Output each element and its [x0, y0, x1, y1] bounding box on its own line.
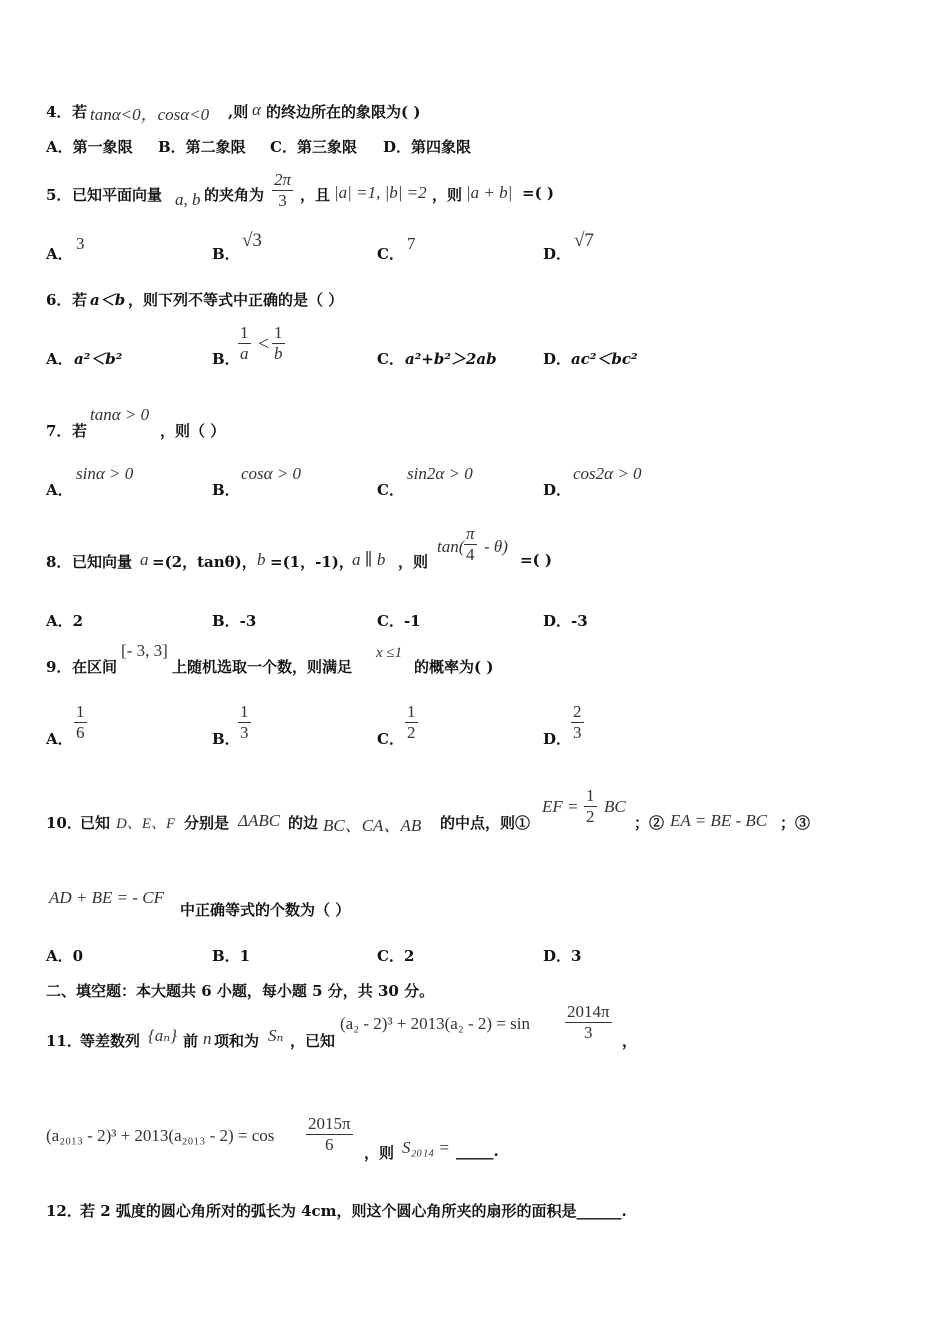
- q7-label-c[interactable]: C．: [377, 481, 404, 499]
- q8-text-b: =(1，-1)，: [270, 553, 354, 571]
- q11-text-pre: 等差数列: [80, 1032, 141, 1050]
- q9-fraction-a: [74, 702, 87, 743]
- q6-number: 6．: [46, 291, 72, 309]
- q9-fraction-d: [571, 702, 584, 743]
- q4-text-post: 的终边所在的象限为( ): [266, 103, 421, 121]
- q9-label-d[interactable]: D．: [543, 730, 572, 748]
- q8-tan-post: - θ): [484, 537, 508, 556]
- q11-sum: Sₙ: [268, 1026, 284, 1045]
- q9-text-pre: 在区间: [72, 658, 118, 676]
- q9-number: 9．: [46, 658, 72, 676]
- q7-value-b: cosα > 0: [241, 464, 302, 483]
- q7-condition: tanα > 0: [90, 405, 150, 424]
- q6-condition: a＜b: [90, 291, 126, 309]
- q4-option-c[interactable]: C．第三象限: [270, 138, 357, 156]
- q11-eq1-fraction: [565, 1002, 612, 1043]
- q5-vectors: a, b: [175, 190, 201, 209]
- q8-option-c[interactable]: C．-1: [377, 612, 421, 630]
- q4-number: 4．: [46, 103, 72, 121]
- q9-interval: [- 3, 3]: [121, 641, 168, 660]
- q4-option-a[interactable]: A．第一象限: [46, 138, 133, 156]
- q5-value-c: 7: [407, 234, 416, 253]
- q8-text-pre: 已知向量: [72, 553, 133, 571]
- q5-condition: |a| =1, |b| =2: [334, 183, 427, 202]
- q4-option-b[interactable]: B．第二象限: [158, 138, 246, 156]
- q8-vector-b: b: [257, 550, 266, 569]
- q10-number: 10．: [46, 814, 82, 832]
- q9-fraction-c: [405, 702, 418, 743]
- q6-expr-c: a²+b²＞2ab: [405, 350, 497, 368]
- q10-option-b[interactable]: B．1: [212, 947, 251, 965]
- q11-text-mid3: ，已知: [290, 1032, 336, 1050]
- q11-blank[interactable]: _____.: [456, 1142, 499, 1160]
- q5-text-pre: 已知平面向量: [72, 186, 163, 204]
- q11-sequence: {aₙ}: [148, 1026, 177, 1045]
- q8-tan-den: 4: [466, 545, 475, 564]
- q9-num-d: 2: [573, 702, 582, 721]
- q12-number: 12．: [46, 1202, 82, 1220]
- q4-var: α: [252, 100, 261, 119]
- q5-text-mid3: ，则: [432, 186, 463, 204]
- q10-points: D、E、F: [116, 816, 176, 832]
- q5-value-b: √3: [242, 230, 262, 251]
- q9-text-post: 的概率为( ): [414, 658, 494, 676]
- q6-b-rhs-den: b: [274, 344, 283, 363]
- q10-option-a[interactable]: A．0: [46, 947, 84, 965]
- q6-text-post: ，则下列不等式中正确的是（ ）: [128, 291, 344, 309]
- q6-b-lhs-num: 1: [240, 323, 249, 342]
- q6-label-d[interactable]: D．: [543, 350, 572, 368]
- q9-label-a[interactable]: A．: [46, 730, 73, 748]
- q9-fraction-b: [238, 702, 251, 743]
- q10-text-pre: 已知: [80, 814, 111, 832]
- q11-comma: ，: [622, 1032, 638, 1050]
- q8-tan-num: π: [466, 524, 475, 543]
- q9-num-c: 1: [407, 702, 416, 721]
- q10-s1-rhs: BC: [604, 797, 626, 816]
- q9-num-a: 1: [76, 702, 85, 721]
- q6-label-b[interactable]: B．: [212, 350, 240, 368]
- q6-label-a[interactable]: A．: [46, 350, 73, 368]
- q11-eq2-fraction: [306, 1114, 353, 1155]
- q10-s1-num: 1: [586, 786, 595, 805]
- q9-text-mid: 上随机选取一个数，则满足: [172, 658, 353, 676]
- q7-number: 7．: [46, 422, 72, 440]
- q6-b-rhs-num: 1: [274, 323, 283, 342]
- q9-den-c: 2: [407, 723, 416, 742]
- q11-number: 11．: [46, 1032, 82, 1050]
- q10-sep1: ；②: [634, 814, 665, 832]
- q10-text-mid3: 的中点，则①: [440, 814, 531, 832]
- q4-text-pre: 若: [72, 103, 88, 121]
- q9-label-b[interactable]: B．: [212, 730, 240, 748]
- q10-triangle: ΔABC: [238, 811, 281, 830]
- q6-b-relation: <: [258, 333, 270, 355]
- q5-value-d: √7: [574, 230, 594, 251]
- q5-label-d[interactable]: D．: [543, 245, 572, 263]
- q10-s3: AD + BE = - CF: [49, 888, 165, 907]
- q5-label-b[interactable]: B．: [212, 245, 240, 263]
- q7-value-c: sin2α > 0: [407, 464, 473, 483]
- q11-eq2-den: 6: [325, 1135, 334, 1154]
- q10-text-mid: 分别是: [184, 814, 230, 832]
- q6-label-c[interactable]: C．: [377, 350, 404, 368]
- q8-text-a: =(2，tanθ)，: [152, 553, 257, 571]
- q12-text: 若 2 弧度的圆心角所对的弧长为 4cm，则这个圆心角所夹的扇形的面积是______.: [80, 1202, 627, 1220]
- q7-label-b[interactable]: B．: [212, 481, 240, 499]
- q7-text-post: ，则（ ）: [160, 422, 226, 440]
- q5-label-a[interactable]: A．: [46, 245, 73, 263]
- q6-b-rhs-fraction: [272, 323, 285, 364]
- q9-label-c[interactable]: C．: [377, 730, 404, 748]
- q10-text-mid2: 的边: [288, 814, 319, 832]
- q5-angle-den: 3: [278, 191, 287, 210]
- q8-parallel: a ∥ b: [352, 550, 386, 569]
- q4-option-d[interactable]: D．第四象限: [383, 138, 472, 156]
- q11-text-mid: 前: [183, 1032, 199, 1050]
- q8-option-a[interactable]: A．2: [46, 612, 84, 630]
- q11-eq1-den: 3: [584, 1023, 593, 1042]
- q7-text-pre: 若: [72, 422, 88, 440]
- q8-text-then: ，则: [398, 553, 429, 571]
- q11-n: n: [203, 1029, 212, 1048]
- q8-option-d[interactable]: D．-3: [543, 612, 588, 630]
- q7-label-d[interactable]: D．: [543, 481, 572, 499]
- q9-condition: x ≤1: [376, 645, 403, 661]
- q10-sep2: ；③: [780, 814, 811, 832]
- q9-den-d: 3: [573, 723, 582, 742]
- q5-text-mid2: ，且: [300, 186, 331, 204]
- q9-den-b: 3: [240, 723, 249, 742]
- q10-s1-fraction: [584, 786, 597, 827]
- q5-angle-num: 2π: [274, 170, 292, 189]
- q7-label-a[interactable]: A．: [46, 481, 73, 499]
- q8-text-post: =( ): [520, 551, 552, 569]
- q8-option-b[interactable]: B．-3: [212, 612, 257, 630]
- q5-expression: |a + b|: [466, 183, 513, 202]
- q8-number: 8．: [46, 553, 72, 571]
- q8-tan-pre: tan(: [437, 537, 465, 556]
- q4-condition: tanα<0，cosα<0: [90, 105, 210, 124]
- q5-value-a: 3: [76, 234, 85, 253]
- q5-label-c[interactable]: C．: [377, 245, 404, 263]
- q5-number: 5．: [46, 186, 72, 204]
- q6-expr-a: a²＜b²: [74, 350, 123, 368]
- q10-option-c[interactable]: C．2: [377, 947, 415, 965]
- q8-tan-fraction: [464, 524, 477, 565]
- q10-s1-den: 2: [586, 807, 595, 826]
- q11-text-mid2: 项和为: [214, 1032, 260, 1050]
- q6-b-lhs-fraction: [238, 323, 251, 364]
- q6-expr-d: ac²＜bc²: [571, 350, 638, 368]
- q7-value-d: cos2α > 0: [573, 464, 642, 483]
- q11-text-then: ，则: [364, 1144, 395, 1162]
- q7-value-a: sinα > 0: [76, 464, 134, 483]
- q10-option-d[interactable]: D．3: [543, 947, 582, 965]
- q10-text-post: 中正确等式的个数为（ ）: [180, 901, 351, 919]
- q6-b-lhs-den: a: [240, 344, 249, 363]
- q5-angle-fraction: [272, 170, 293, 211]
- q5-text-mid: 的夹角为: [204, 186, 265, 204]
- q4-text-mid: ,则: [228, 103, 249, 121]
- q11-eq2-lhs: (a₂₀₁₃ - 2)³ + 2013(a₂₀₁₃ - 2) = cos: [46, 1126, 275, 1145]
- q10-sides: BC、CA、AB: [323, 816, 422, 835]
- q9-den-a: 6: [76, 723, 85, 742]
- q11-eq1-lhs: (a₂ - 2)³ + 2013(a₂ - 2) = sin: [340, 1014, 531, 1033]
- q11-eq1-num: 2014π: [567, 1002, 610, 1021]
- q10-s1-lhs: EF =: [542, 797, 579, 816]
- q5-text-post: =( ): [522, 184, 554, 202]
- q6-text: 若: [72, 291, 88, 309]
- section-title: 二、填空题：本大题共 6 小题，每小题 5 分，共 30 分。: [46, 982, 435, 1000]
- q10-s2: EA = BE - BC: [670, 811, 768, 830]
- q11-target: S₂₀₁₄ =: [402, 1138, 450, 1157]
- q11-eq2-num: 2015π: [308, 1114, 351, 1133]
- q8-vector-a: a: [140, 550, 149, 569]
- q9-num-b: 1: [240, 702, 249, 721]
